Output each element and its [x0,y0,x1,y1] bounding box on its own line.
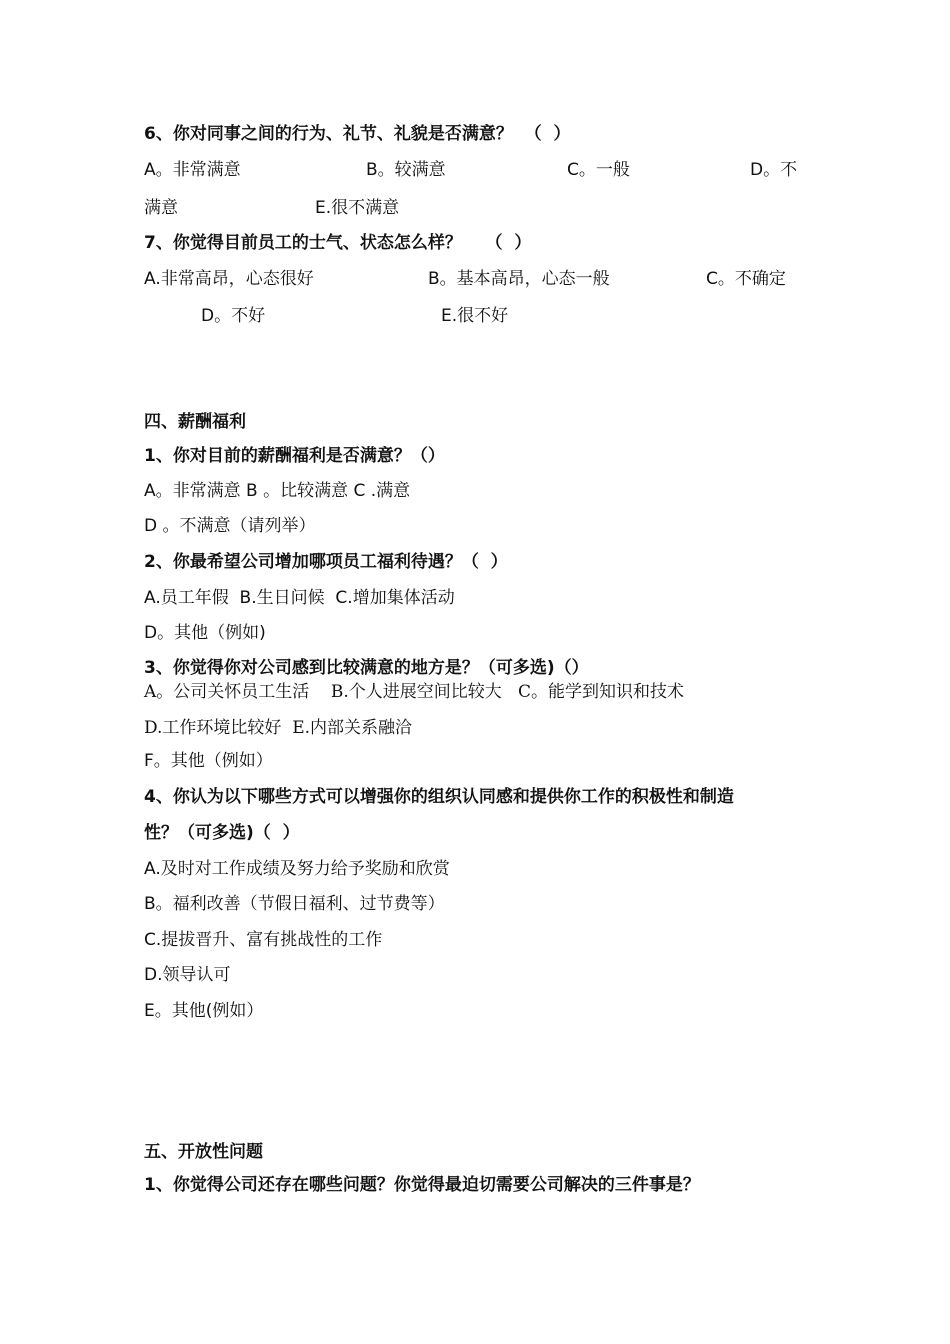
q6-option-b: B。较满意 [366,160,446,180]
s4-q4-option-c: C.提拔晋升、富有挑战性的工作 [144,930,383,950]
s4-question-3-title: 3、你觉得你对公司感到比较满意的地方是？（可多选)（） [144,658,589,678]
s4-question-2-title: 2、你最希望公司增加哪项员工福利待遇？（ ） [144,552,508,572]
q6-option-e: E.很不满意 [315,198,400,218]
q6-option-d-end: 满意 [144,198,178,218]
s4-q2-options-line2: D。其他（例如) [144,623,266,643]
q7-option-e: E.很不好 [441,306,509,326]
s4-q4-option-e: E。其他(例如） [144,1001,264,1021]
s4-question-4-title-line2: 性？（可多选)（ ） [144,823,300,843]
s4-q3-options-line1: A。公司关怀员工生活 B.个人进展空间比较大 C。能学到知识和技术 [144,682,685,702]
q6-option-a: A。非常满意 [144,160,241,180]
s4-q2-options-line1: A.员工年假 B.生日问候 C.增加集体活动 [144,588,455,608]
question-6-title: 6、你对同事之间的行为、礼节、礼貌是否满意？ （ ） [144,124,571,144]
s4-q1-options-line1: A。非常满意 B 。比较满意 C .满意 [144,481,411,501]
section-4-heading: 四、薪酬福利 [144,412,246,432]
section-5-heading: 五、开放性问题 [144,1142,263,1162]
s4-q1-options-line2: D 。不满意（请列举） [144,516,316,536]
q7-option-b: B。基本高昂，心态一般 [428,269,610,289]
q7-option-d: D。不好 [201,306,266,326]
s4-q3-options-line3: F。其他（例如） [144,751,273,771]
q6-option-d-start: D。不 [750,160,798,180]
q6-option-c: C。一般 [567,160,630,180]
q7-option-c: C。不确定 [706,269,786,289]
question-7-title: 7、你觉得目前员工的士气、状态怎么样？ （ ） [144,233,532,253]
s5-question-1-title: 1、你觉得公司还存在哪些问题？你觉得最迫切需要公司解决的三件事是？ [144,1175,700,1195]
q7-option-a: A.非常高昂，心态很好 [144,269,314,289]
s4-question-4-title-line1: 4、你认为以下哪些方式可以增强你的组织认同感和提供你工作的积极性和制造 [144,787,734,807]
s4-q3-options-line2: D.工作环境比较好 E.内部关系融洽 [144,718,413,738]
s4-q4-option-d: D.领导认可 [144,965,231,985]
s4-question-1-title: 1、你对目前的薪酬福利是否满意？（） [144,446,445,466]
s4-q4-option-b: B。福利改善（节假日福利、过节费等） [144,894,445,914]
s4-q4-option-a: A.及时对工作成绩及努力给予奖励和欣赏 [144,859,450,879]
